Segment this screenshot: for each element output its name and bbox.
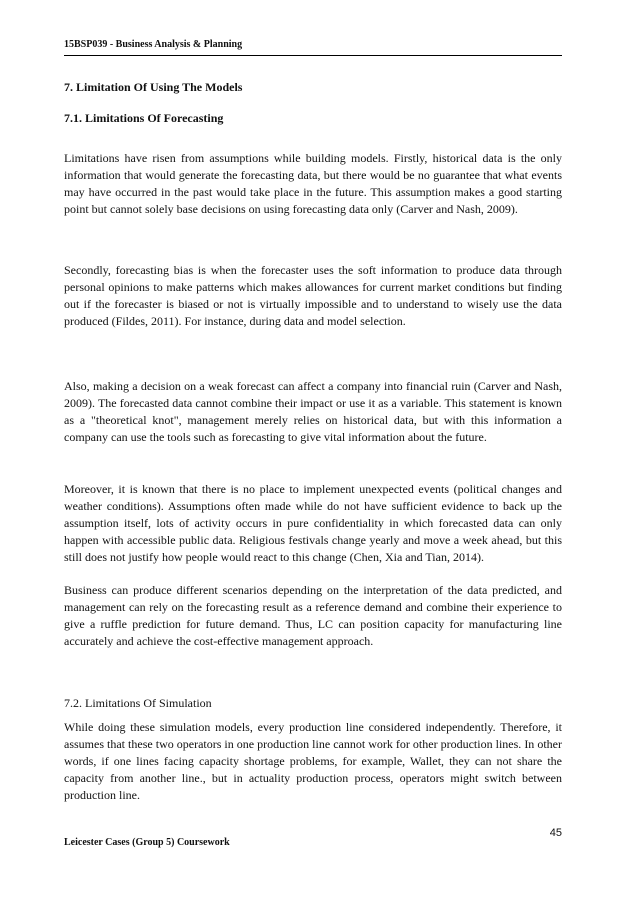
page-number: 45 xyxy=(549,827,562,839)
paragraph-forecasting-2: Secondly, forecasting bias is when the forecaster uses the soft information to produce data through personal opinions to make patterns which makes allowances for current market conditions but finding out if the forecaster is biased or not is virtually impossible and to understand to wisely use the data produced (Fildes, 2011). For instance, during data and model selection. xyxy=(64,263,562,329)
section-7-1-heading: 7.1. Limitations Of Forecasting xyxy=(64,111,224,125)
paragraph-forecasting-3: Also, making a decision on a weak forecast can affect a company into financial ruin (Carver and Nash, 2009). The forecasted data cannot combine their impact or use it as a variable. This statement is known as a "theoretical knot", management merely relies on historical data, but with this information a company can use the tools such as forecasting to give vital information about the future. xyxy=(64,379,562,445)
running-footer: Leicester Cases (Group 5) Coursework xyxy=(64,837,230,848)
section-7-heading: 7. Limitation Of Using The Models xyxy=(64,80,243,94)
paragraph-simulation-1: While doing these simulation models, every production line considered independently. Therefore, it assumes that these two operators in one production line cannot work for other production lines. In other words, if one lines facing capacity shortage problems, for example, Wallet, they can not share the capacity from another line., but in actuality production process, operators might switch between production line. xyxy=(64,720,562,803)
running-header: 15BSP039 - Business Analysis & Planning xyxy=(64,38,562,56)
paragraph-forecasting-1: Limitations have risen from assumptions while building models. Firstly, historical data is the only information that would generate the forecasting data, but there would be no guarantee that what events may have occurred in the past would take place in the future. This assumption makes a good starting point but cannot solely base decisions on using forecasting data only (Carver and Nash, 2009). xyxy=(64,151,562,217)
paragraph-forecasting-5: Business can produce different scenarios depending on the interpretation of the data predicted, and management can rely on the forecasting result as a reference demand and combine their experience to give a ruffle prediction for future demand. Thus, LC can position capacity for manufacturing line accurately and achieve the cost-effective management approach. xyxy=(64,583,562,649)
paragraph-forecasting-4: Moreover, it is known that there is no place to implement unexpected events (political changes and weather conditions). Assumptions often made while do not have sufficient evidence to back up the assumption itself, lots of activity occurs in pure confidentiality in which forecasted data can only happen with accessible public data. Religious festivals change yearly and move a week ahead, but this still does not justify how people would react to this change (Chen, Xia and Tian, 2014). xyxy=(64,482,562,565)
section-7-2-heading: 7.2. Limitations Of Simulation xyxy=(64,696,212,710)
